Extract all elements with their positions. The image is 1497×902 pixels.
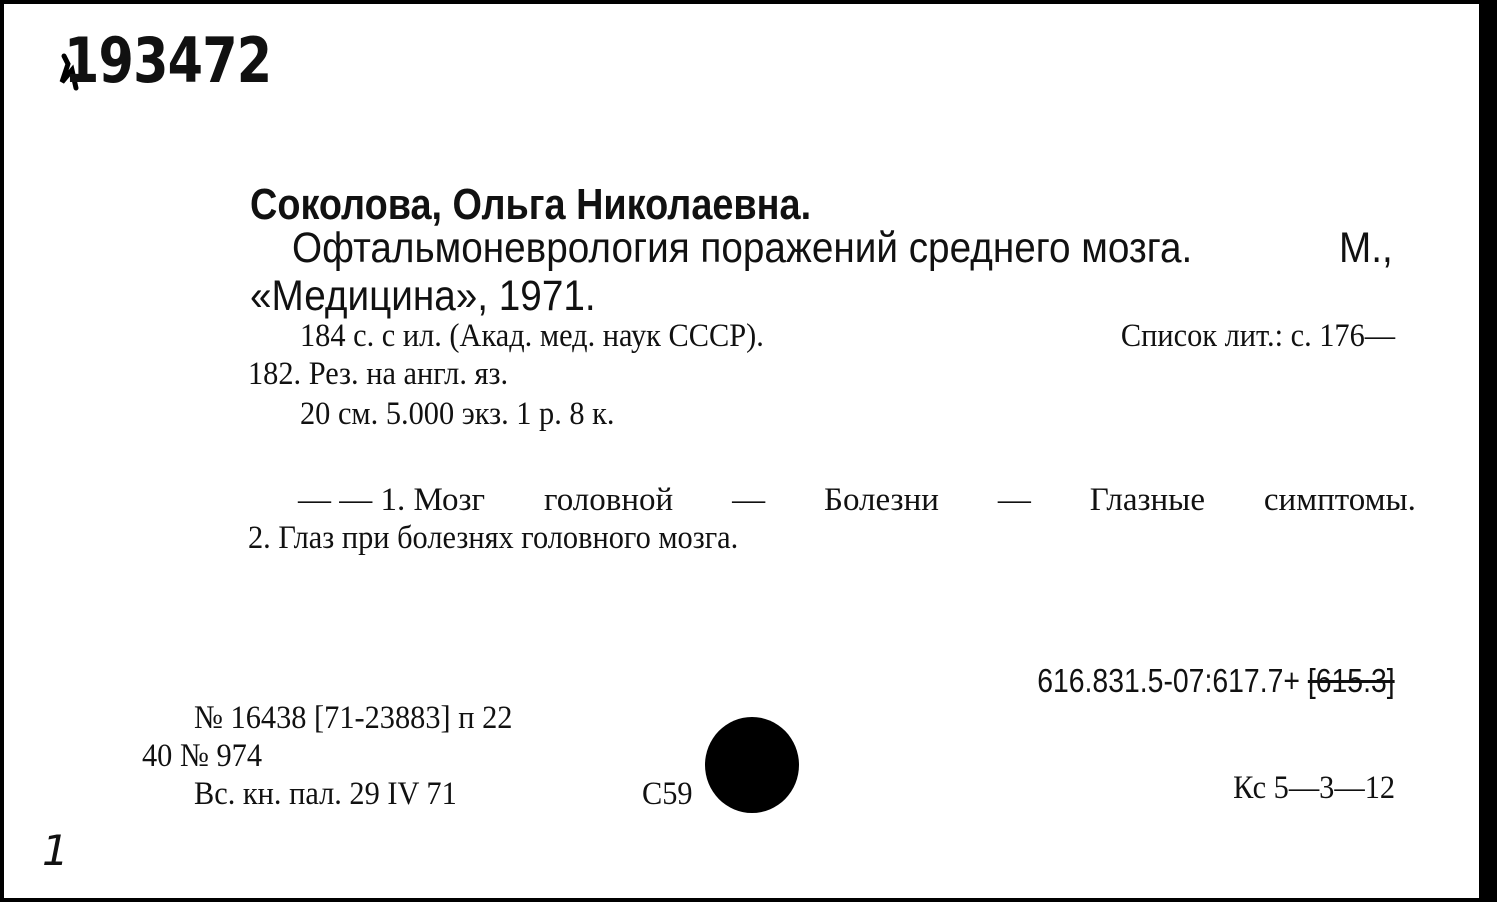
author-heading: Соколова, Ольга Николаевна.	[250, 180, 812, 229]
handwritten-page-mark: 1	[42, 826, 69, 875]
subject-headings-line1	[298, 482, 1416, 519]
bibliography-note-continued: 182. Рез. на англ. яз.	[248, 356, 509, 392]
subject-word: Болезни	[824, 482, 939, 518]
udc-main: 616.831.5-07:617.7+	[1037, 662, 1301, 699]
punch-hole	[705, 717, 799, 813]
physical-description: 184 с. с ил. (Акад. мед. наук СССР).	[300, 318, 764, 354]
book-title: Офтальмоневрология поражений среднего мозга.	[292, 224, 1193, 272]
subject-word: головной	[544, 482, 674, 518]
subject-word: —	[997, 482, 1031, 518]
udc-struck-out: [615.3]	[1308, 662, 1395, 699]
subject-word: симптомы.	[1263, 482, 1416, 518]
subject-word: — — 1. Мозг	[298, 482, 486, 518]
handwritten-inventory-number: 193472	[64, 24, 272, 97]
udc-classification	[1038, 662, 1395, 700]
publisher-year: «Медицина», 1971.	[250, 272, 596, 320]
subject-word: Глазные	[1089, 482, 1205, 518]
price-code: Кс 5—3—12	[1232, 770, 1395, 806]
subject-headings-line2: 2. Глаз при болезнях головного мозга.	[248, 520, 739, 556]
author-cipher: С59	[642, 776, 693, 812]
subject-word: —	[732, 482, 766, 518]
size-print-run-price: 20 см. 5.000 экз. 1 р. 8 к.	[300, 396, 615, 432]
chamber-date: Вс. кн. пал. 29 IV 71	[194, 776, 457, 812]
registration-number: № 16438 [71-23883] п 22	[194, 700, 513, 736]
publication-place: М.,	[1339, 224, 1393, 272]
bibliography-note: Список лит.: с. 176—	[1120, 318, 1395, 354]
order-number: 40 № 974	[142, 738, 263, 774]
